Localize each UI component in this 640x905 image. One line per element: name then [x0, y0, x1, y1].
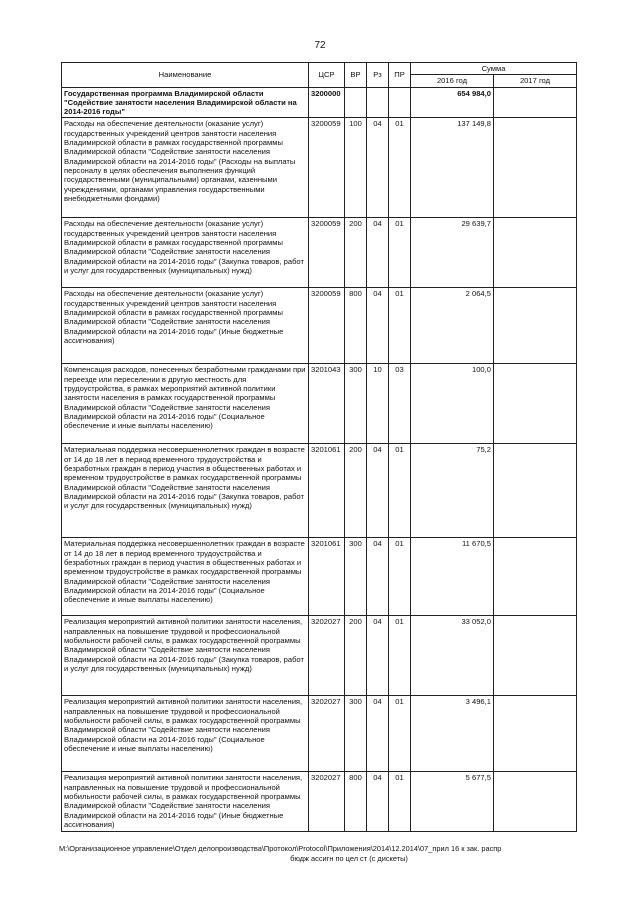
table-row	[62, 616, 577, 696]
cell-rz: 04	[367, 218, 389, 288]
cell-pr: 01	[389, 218, 411, 288]
table-row	[62, 288, 577, 364]
table-row	[62, 118, 577, 218]
cell-rz: 04	[367, 288, 389, 364]
cell-name: Реализация мероприятий активной политики занятости населения, направленных на повышение трудовой и профессиональной мобильности рабочей силы, в рамках государственной программы Владимирской области "Содействие занятости населения Владимирской области на 2014-2016 годы" (Закупка товаров, работ и услуг для государственных (муниципальных) нужд)	[62, 616, 309, 696]
cell-pr: 01	[389, 616, 411, 696]
header-pr: ПР	[389, 63, 411, 88]
cell-csr: 3202027	[309, 616, 345, 696]
cell-2017	[494, 444, 577, 538]
cell-vr: 200	[345, 218, 367, 288]
cell-vr: 300	[345, 696, 367, 772]
cell-vr: 800	[345, 288, 367, 364]
budget-table	[61, 62, 577, 832]
cell-2017	[494, 288, 577, 364]
cell-2016: 654 984,0	[411, 87, 494, 118]
cell-2017	[494, 538, 577, 616]
cell-2017	[494, 616, 577, 696]
table-row	[62, 444, 577, 538]
cell-2016: 11 670,5	[411, 538, 494, 616]
header-rz: Рз	[367, 63, 389, 88]
header-year-2017: 2017 год	[494, 75, 577, 87]
cell-vr: 200	[345, 616, 367, 696]
cell-2016: 29 639,7	[411, 218, 494, 288]
cell-vr	[345, 87, 367, 118]
header-vr: ВР	[345, 63, 367, 88]
cell-rz: 04	[367, 538, 389, 616]
cell-2016: 33 052,0	[411, 616, 494, 696]
cell-2017	[494, 696, 577, 772]
cell-csr: 3200059	[309, 288, 345, 364]
cell-name: Материальная поддержка несовершеннолетних граждан в возрасте от 14 до 18 лет в период временного трудоустройства и безработных граждан в период участия в общественных работах и временном трудоустройстве в рамках государственной программы Владимирской области "Содействие занятости населения Владимирской области на 2014-2016 годы" (Закупка товаров, работ и услуг для государственных (муниципальных) нужд)	[62, 444, 309, 538]
cell-pr: 01	[389, 444, 411, 538]
cell-2017	[494, 118, 577, 218]
footer	[59, 844, 599, 864]
cell-2017	[494, 87, 577, 118]
cell-csr: 3202027	[309, 696, 345, 772]
cell-2016: 5 677,5	[411, 772, 494, 832]
cell-csr: 3201043	[309, 364, 345, 444]
cell-pr: 01	[389, 538, 411, 616]
cell-name: Расходы на обеспечение деятельности (оказание услуг) государственных учреждений центров занятости населения Владимирской области в рамках государственной программы Владимирской области "Содействие занятости населения Владимирской области на 2014-2016 годы" (Иные бюджетные ассигнования)	[62, 288, 309, 364]
cell-pr	[389, 87, 411, 118]
cell-name: Реализация мероприятий активной политики занятости населения, направленных на повышение трудовой и профессиональной мобильности рабочей силы, в рамках государственной программы Владимирской области "Содействие занятости населения Владимирской области на 2014-2016 годы" (Иные бюджетные ассигнования)	[62, 772, 309, 832]
cell-pr: 01	[389, 696, 411, 772]
cell-2016: 137 149,8	[411, 118, 494, 218]
page-number: 72	[314, 40, 326, 51]
table-body	[62, 87, 577, 832]
cell-name: Расходы на обеспечение деятельности (оказание услуг) государственных учреждений центров занятости населения Владимирской области в рамках государственной программы Владимирской области "Содействие занятости населения Владимирской области на 2014-2016 годы" (Закупка товаров, работ и услуг для государственных (муниципальных) нужд)	[62, 218, 309, 288]
footer-path-continued: бюдж ассигн по цел ст (с дискеты)	[290, 854, 408, 863]
table-row	[62, 218, 577, 288]
cell-pr: 01	[389, 288, 411, 364]
cell-rz: 04	[367, 616, 389, 696]
cell-2016: 2 064,5	[411, 288, 494, 364]
table-row	[62, 538, 577, 616]
cell-2017	[494, 218, 577, 288]
cell-vr: 300	[345, 538, 367, 616]
table-row	[62, 87, 577, 118]
table-row	[62, 364, 577, 444]
cell-2017	[494, 772, 577, 832]
cell-vr: 100	[345, 118, 367, 218]
cell-vr: 300	[345, 364, 367, 444]
cell-csr: 3201061	[309, 538, 345, 616]
cell-rz: 04	[367, 696, 389, 772]
cell-csr: 3202027	[309, 772, 345, 832]
header-year-2016: 2016 год	[411, 75, 494, 87]
header-csr: ЦСР	[309, 63, 345, 88]
cell-2016: 3 496,1	[411, 696, 494, 772]
cell-pr: 03	[389, 364, 411, 444]
cell-name: Расходы на обеспечение деятельности (оказание услуг) государственных учреждений центров занятости населения Владимирской области в рамках государственной программы Владимирской области "Содействие занятости населения Владимирской области на 2014-2016 годы" (Расходы на выплаты персоналу в целях обеспечения выполнения функций государственными (муниципальными) органами, казенными учреждениями, органами управления государственными внебюджетными фондами)	[62, 118, 309, 218]
cell-rz: 04	[367, 772, 389, 832]
cell-csr: 3200059	[309, 118, 345, 218]
cell-name: Государственная программа Владимирской области "Содействие занятости населения Владимирской области на 2014-2016 годы"	[62, 87, 309, 118]
cell-csr: 3200059	[309, 218, 345, 288]
cell-csr: 3200000	[309, 87, 345, 118]
header-name: Наименование	[62, 63, 309, 88]
cell-rz	[367, 87, 389, 118]
cell-vr: 200	[345, 444, 367, 538]
cell-pr: 01	[389, 772, 411, 832]
footer-path: M:\Организационное управление\Отдел делопроизводства\Протокол\Protocol\Приложения\2014\12.2014\07_прил 16 к зак. распр	[59, 844, 502, 853]
cell-2016: 75,2	[411, 444, 494, 538]
cell-rz: 04	[367, 118, 389, 218]
cell-rz: 04	[367, 444, 389, 538]
cell-name: Компенсация расходов, понесенных безработными гражданами при переезде или переселении в другую местность для трудоустройства, в рамках мероприятий активной политики занятости населения в рамках государственной программы Владимирской области "Содействие занятости населения Владимирской области на 2014-2016 годы" (Социальное обеспечение и иные выплаты населению)	[62, 364, 309, 444]
cell-pr: 01	[389, 118, 411, 218]
table-row	[62, 772, 577, 832]
cell-csr: 3201061	[309, 444, 345, 538]
cell-rz: 10	[367, 364, 389, 444]
table-row	[62, 696, 577, 772]
cell-2017	[494, 364, 577, 444]
cell-2016: 100,0	[411, 364, 494, 444]
cell-name: Материальная поддержка несовершеннолетних граждан в возрасте от 14 до 18 лет в период временного трудоустройства и безработных граждан в период участия в общественных работах и временном трудоустройстве в рамках государственной программы Владимирской области "Содействие занятости населения Владимирской области на 2014-2016 годы" (Социальное обеспечение и иные выплаты населению)	[62, 538, 309, 616]
cell-name: Реализация мероприятий активной политики занятости населения, направленных на повышение трудовой и профессиональной мобильности рабочей силы, в рамках государственной программы Владимирской области "Содействие занятости населения Владимирской области на 2014-2016 годы" (Социальное обеспечение и иные выплаты населению)	[62, 696, 309, 772]
header-sum: Сумма	[411, 63, 577, 75]
cell-vr: 800	[345, 772, 367, 832]
